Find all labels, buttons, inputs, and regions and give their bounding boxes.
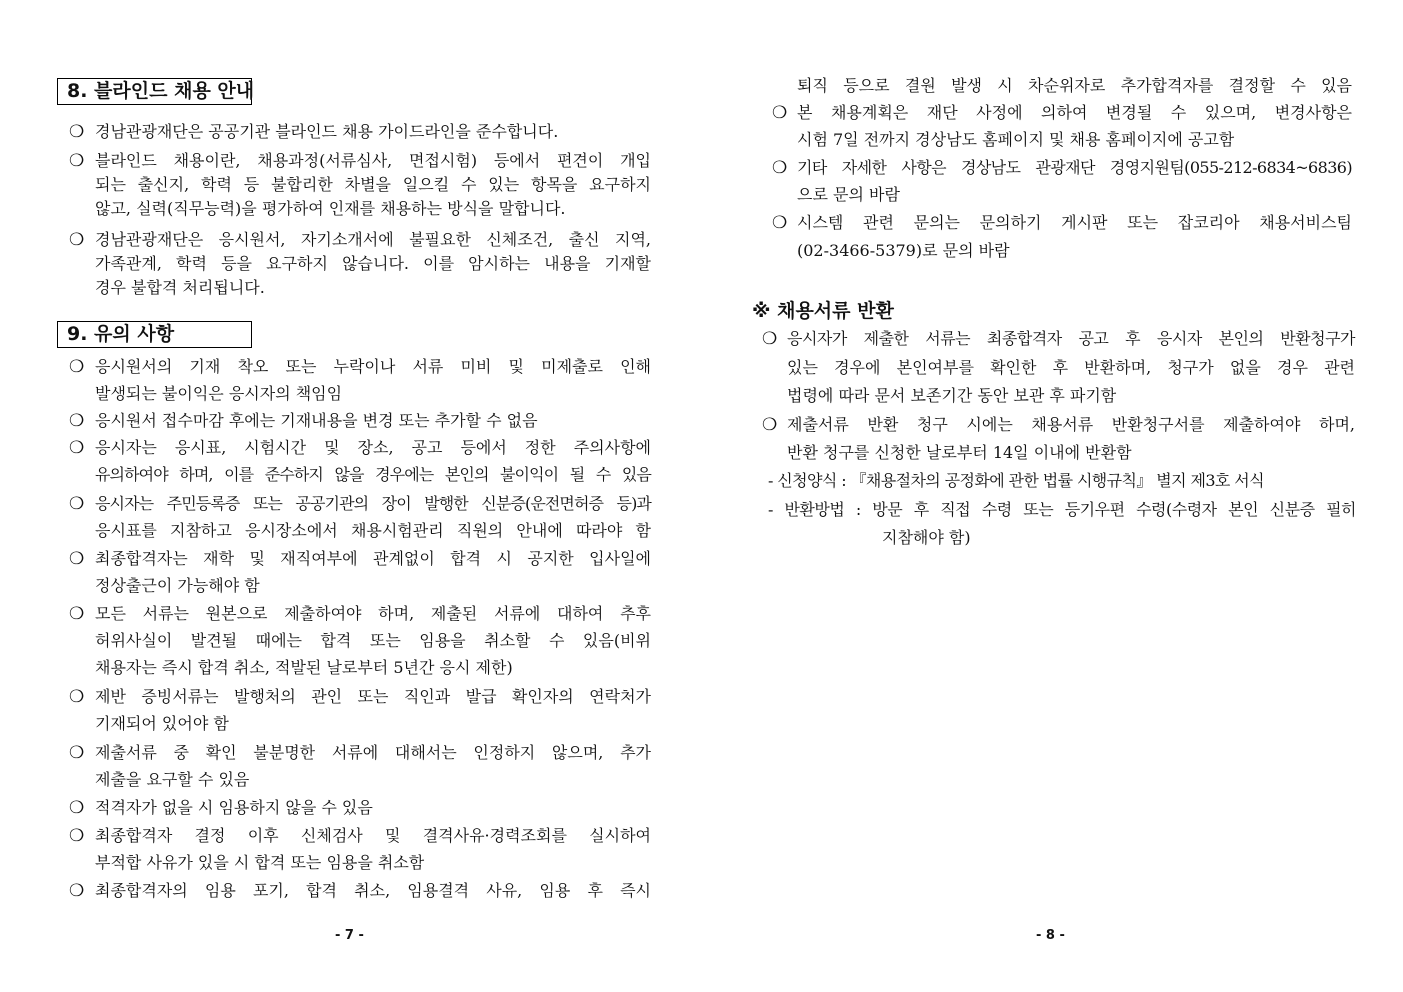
list-line: 경우 불합격 처리됩니다. xyxy=(95,278,265,297)
list-line: 유의하여야 하며, 이를 준수하지 않을 경우에는 본인의 불이익이 될 수 있음 xyxy=(95,465,651,484)
list-line: 응시자는 응시표, 시험시간 및 장소, 공고 등에서 정한 주의사항에 xyxy=(95,438,651,457)
bullet-icon: ❍ xyxy=(772,213,788,233)
list-line: 경남관광재단은 공공기관 블라인드 채용 가이드라인을 준수합니다. xyxy=(95,122,559,141)
bullet-icon: ❍ xyxy=(69,122,85,142)
list-line: 최종합격자의 임용 포기, 합격 취소, 임용결격 사유, 임용 후 즉시 xyxy=(95,881,651,900)
list-line: 최종합격자는 재학 및 재직여부에 관계없이 합격 시 공지한 입사일에 xyxy=(95,549,651,568)
list-line: 반환 청구를 신청한 날로부터 14일 이내에 반환함 xyxy=(787,443,1132,462)
list-line: 제출서류 반환 청구 시에는 채용서류 반환청구서를 제출하여야 하며, xyxy=(787,415,1355,434)
bullet-icon: ❍ xyxy=(69,798,85,818)
list-line: 본 채용계획은 재단 사정에 의하여 변경될 수 있으며, 변경사항은 xyxy=(797,103,1352,122)
bullet-icon: ❍ xyxy=(69,438,85,458)
bullet-icon: ❍ xyxy=(762,415,778,435)
page-number: - 8 - xyxy=(1036,928,1065,943)
list-line: 으로 문의 바람 xyxy=(797,185,900,204)
list-line: 법령에 따라 문서 보존기간 동안 보관 후 파기함 xyxy=(787,386,1117,405)
bullet-icon: ❍ xyxy=(69,494,85,514)
list-line: 않고, 실력(직무능력)을 평가하여 인재를 채용하는 방식을 말합니다. xyxy=(95,199,566,218)
list-line: 모든 서류는 원본으로 제출하여야 하며, 제출된 서류에 대하여 추후 xyxy=(95,604,651,623)
list-line: 가족관계, 학력 등을 요구하지 않습니다. 이를 암시하는 내용을 기재할 xyxy=(95,254,651,273)
method-line-continued: 지참해야 함) xyxy=(882,528,971,547)
page-number: - 7 - xyxy=(335,928,364,943)
list-line: 블라인드 채용이란, 채용과정(서류심사, 면접시험) 등에서 편견이 개입 xyxy=(95,151,651,170)
list-line: 기재되어 있어야 함 xyxy=(95,714,229,733)
list-line: 시스템 관련 문의는 문의하기 게시판 또는 잡코리아 채용서비스팀 xyxy=(797,213,1352,232)
list-line: 경남관광재단은 응시원서, 자기소개서에 불필요한 신체조건, 출신 지역, xyxy=(95,230,651,249)
bullet-icon: ❍ xyxy=(69,357,85,377)
list-line: 발생되는 불이익은 응시자의 책임임 xyxy=(95,384,343,403)
bullet-icon: ❍ xyxy=(69,604,85,624)
bullet-icon: ❍ xyxy=(69,826,85,846)
bullet-icon: ❍ xyxy=(69,230,85,250)
list-line: 제출을 요구할 수 있음 xyxy=(95,770,250,789)
bullet-icon: ❍ xyxy=(69,411,85,431)
bullet-icon: ❍ xyxy=(69,151,85,171)
list-line: 제반 증빙서류는 발행처의 관인 또는 직인과 발급 확인자의 연락처가 xyxy=(95,687,651,706)
bullet-icon: ❍ xyxy=(772,158,788,178)
bullet-icon: ❍ xyxy=(69,743,85,763)
list-line: 제출서류 중 확인 불분명한 서류에 대해서는 인정하지 않으며, 추가 xyxy=(95,743,651,762)
list-line: 허위사실이 발견될 때에는 합격 또는 임용을 취소할 수 있음(비위 xyxy=(95,631,651,650)
page-7 xyxy=(0,0,700,992)
list-line: 응시원서의 기재 착오 또는 누락이나 서류 미비 및 미제출로 인해 xyxy=(95,357,651,376)
list-line: 응시자가 제출한 서류는 최종합격자 공고 후 응시자 본인의 반환청구가 xyxy=(787,329,1355,348)
list-line: 시험 7일 전까지 경상남도 홈페이지 및 채용 홈페이지에 공고함 xyxy=(797,130,1235,149)
list-line: 있는 경우에 본인여부를 확인한 후 반환하며, 청구가 없을 경우 관련 xyxy=(787,358,1355,377)
bullet-icon: ❍ xyxy=(69,687,85,707)
list-line: 정상출근이 가능해야 함 xyxy=(95,576,260,595)
bullet-icon: ❍ xyxy=(762,329,778,349)
list-line: 응시원서 접수마감 후에는 기재내용을 변경 또는 추가할 수 없음 xyxy=(95,411,538,430)
form-line: - 신청양식 : 『채용절차의 공정화에 관한 법률 시행규칙』 별지 제3호 서식 xyxy=(768,471,1264,490)
list-line: 기타 자세한 사항은 경상남도 관광재단 경영지원팀(055-212-6834~6836) xyxy=(797,158,1352,177)
list-line: (02-3466-5379)로 문의 바람 xyxy=(797,241,1010,260)
list-line: 적격자가 없을 시 임용하지 않을 수 있음 xyxy=(95,798,373,817)
list-line: 채용자는 즉시 합격 취소, 적발된 날로부터 5년간 응시 제한) xyxy=(95,658,513,677)
list-line: 응시자는 주민등록증 또는 공공기관의 장이 발행한 신분증(운전면허증 등)과 xyxy=(95,494,651,513)
list-line: 최종합격자 결정 이후 신체검사 및 결격사유·경력조회를 실시하여 xyxy=(95,826,651,845)
bullet-icon: ❍ xyxy=(772,103,788,123)
section-8-heading: 8. 블라인드 채용 안내 xyxy=(57,78,252,105)
list-line: 퇴직 등으로 결원 발생 시 차순위자로 추가합격자를 결정할 수 있음 xyxy=(797,76,1352,95)
bullet-icon: ❍ xyxy=(69,881,85,901)
bullet-icon: ❍ xyxy=(69,549,85,569)
list-line: 되는 출신지, 학력 등 불합리한 차별을 일으킬 수 있는 항목을 요구하지 xyxy=(95,175,651,194)
page-8 xyxy=(700,0,1403,992)
list-line: 응시표를 지참하고 응시장소에서 채용시험관리 직원의 안내에 따라야 함 xyxy=(95,521,651,540)
section-9-heading: 9. 유의 사항 xyxy=(57,321,252,348)
method-line: - 반환방법 : 방문 후 직접 수령 또는 등기우편 수령(수령자 본인 신분증 필히 xyxy=(768,500,1356,519)
return-section-title: ※ 채용서류 반환 xyxy=(752,300,894,322)
list-line: 부적합 사유가 있을 시 합격 또는 임용을 취소함 xyxy=(95,853,425,872)
